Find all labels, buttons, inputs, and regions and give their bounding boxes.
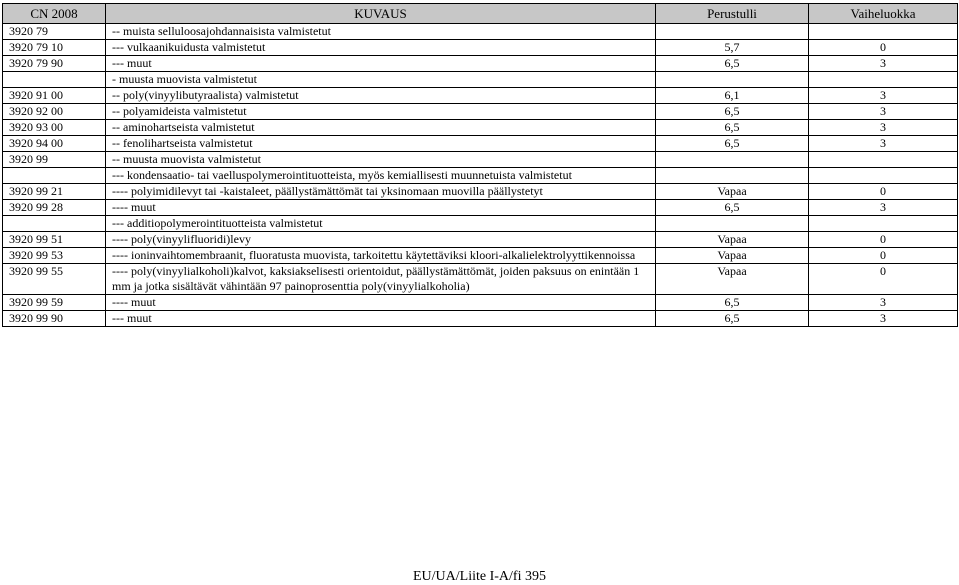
- description-cell: --- muut: [106, 56, 656, 72]
- staging-category-cell: 3: [809, 104, 958, 120]
- base-rate-cell: 6,5: [656, 120, 809, 136]
- table-row: [3, 120, 958, 136]
- cn-code-cell: 3920 79 10: [3, 40, 106, 56]
- header-description: KUVAUS: [106, 4, 656, 24]
- staging-category-cell: 3: [809, 200, 958, 216]
- base-rate-cell: 6,1: [656, 88, 809, 104]
- cn-code-cell: 3920 79: [3, 24, 106, 40]
- cn-code-cell: 3920 94 00: [3, 136, 106, 152]
- base-rate-cell: 6,5: [656, 295, 809, 311]
- base-rate-cell: 6,5: [656, 136, 809, 152]
- description-cell: --- additiopolymerointituotteista valmistetut: [106, 216, 656, 232]
- description-cell: --- vulkaanikuidusta valmistetut: [106, 40, 656, 56]
- table-row: [3, 72, 958, 88]
- base-rate-cell: [656, 216, 809, 232]
- cn-code-cell: 3920 99 59: [3, 295, 106, 311]
- staging-category-cell: 0: [809, 40, 958, 56]
- base-rate-cell: Vapaa: [656, 264, 809, 295]
- base-rate-cell: [656, 168, 809, 184]
- table-row: [3, 168, 958, 184]
- description-cell: -- muusta muovista valmistetut: [106, 152, 656, 168]
- cn-code-cell: 3920 99 55: [3, 264, 106, 295]
- cn-code-cell: [3, 168, 106, 184]
- base-rate-cell: Vapaa: [656, 184, 809, 200]
- table-row: [3, 40, 958, 56]
- staging-category-cell: 3: [809, 311, 958, 327]
- header-code: CN 2008: [3, 4, 106, 24]
- staging-category-cell: 3: [809, 295, 958, 311]
- staging-category-cell: 0: [809, 232, 958, 248]
- table-row: [3, 295, 958, 311]
- base-rate-cell: [656, 152, 809, 168]
- table-row: [3, 136, 958, 152]
- description-cell: -- fenolihartseista valmistetut: [106, 136, 656, 152]
- base-rate-cell: 6,5: [656, 104, 809, 120]
- table-row: [3, 104, 958, 120]
- staging-category-cell: [809, 168, 958, 184]
- staging-category-cell: 0: [809, 248, 958, 264]
- tariff-table: [2, 3, 958, 327]
- header-base-rate: Perustulli: [656, 4, 809, 24]
- description-cell: ---- polyimidilevyt tai -kaistaleet, päällystämättömät tai yksinomaan muovilla päällystetyt: [106, 184, 656, 200]
- cn-code-cell: 3920 99 53: [3, 248, 106, 264]
- table-row: [3, 152, 958, 168]
- staging-category-cell: 3: [809, 120, 958, 136]
- description-cell: - muusta muovista valmistetut: [106, 72, 656, 88]
- cn-code-cell: 3920 99 28: [3, 200, 106, 216]
- staging-category-cell: [809, 152, 958, 168]
- base-rate-cell: 5,7: [656, 40, 809, 56]
- base-rate-cell: 6,5: [656, 311, 809, 327]
- base-rate-cell: Vapaa: [656, 248, 809, 264]
- cn-code-cell: 3920 91 00: [3, 88, 106, 104]
- description-cell: ---- poly(vinyylifluoridi)levy: [106, 232, 656, 248]
- header-staging-category: Vaiheluokka: [809, 4, 958, 24]
- table-row: [3, 264, 958, 295]
- cn-code-cell: [3, 72, 106, 88]
- description-cell: --- muut: [106, 311, 656, 327]
- staging-category-cell: 0: [809, 264, 958, 295]
- table-row: [3, 56, 958, 72]
- table-row: [3, 24, 958, 40]
- table-row: [3, 88, 958, 104]
- base-rate-cell: 6,5: [656, 56, 809, 72]
- staging-category-cell: [809, 216, 958, 232]
- base-rate-cell: 6,5: [656, 200, 809, 216]
- description-cell: -- muista selluloosajohdannaisista valmistetut: [106, 24, 656, 40]
- table-row: [3, 200, 958, 216]
- base-rate-cell: [656, 72, 809, 88]
- staging-category-cell: 3: [809, 56, 958, 72]
- description-cell: --- kondensaatio- tai vaelluspolymerointituotteista, myös kemiallisesti muunnetuista valmistetut: [106, 168, 656, 184]
- cn-code-cell: 3920 99 21: [3, 184, 106, 200]
- cn-code-cell: 3920 99: [3, 152, 106, 168]
- cn-code-cell: 3920 92 00: [3, 104, 106, 120]
- cn-code-cell: 3920 99 51: [3, 232, 106, 248]
- table-row: [3, 232, 958, 248]
- cn-code-cell: 3920 93 00: [3, 120, 106, 136]
- staging-category-cell: 0: [809, 184, 958, 200]
- table-body: [3, 24, 958, 327]
- page-footer: EU/UA/Liite I-A/fi 395: [413, 569, 546, 584]
- description-cell: -- polyamideista valmistetut: [106, 104, 656, 120]
- staging-category-cell: [809, 24, 958, 40]
- cn-code-cell: 3920 79 90: [3, 56, 106, 72]
- table-row: [3, 311, 958, 327]
- cn-code-cell: [3, 216, 106, 232]
- table-header-row: [3, 4, 958, 24]
- description-cell: ---- muut: [106, 200, 656, 216]
- table-row: [3, 248, 958, 264]
- base-rate-cell: [656, 24, 809, 40]
- description-cell: ---- ioninvaihtomembraanit, fluoratusta muovista, tarkoitettu käytettäviksi kloori-alkalielektrolyyttikennoissa: [106, 248, 656, 264]
- description-cell: -- poly(vinyylibutyraalista) valmistetut: [106, 88, 656, 104]
- cn-code-cell: 3920 99 90: [3, 311, 106, 327]
- table-row: [3, 184, 958, 200]
- staging-category-cell: 3: [809, 88, 958, 104]
- table-row: [3, 216, 958, 232]
- description-cell: ---- poly(vinyylialkoholi)kalvot, kaksiakselisesti orientoidut, päällystämättömät, joiden paksuus on enintään 1 mm ja jotka sisältävät vähintään 97 painoprosenttia poly(vinyylialkoholia): [106, 264, 656, 295]
- staging-category-cell: 3: [809, 136, 958, 152]
- base-rate-cell: Vapaa: [656, 232, 809, 248]
- description-cell: -- aminohartseista valmistetut: [106, 120, 656, 136]
- description-cell: ---- muut: [106, 295, 656, 311]
- staging-category-cell: [809, 72, 958, 88]
